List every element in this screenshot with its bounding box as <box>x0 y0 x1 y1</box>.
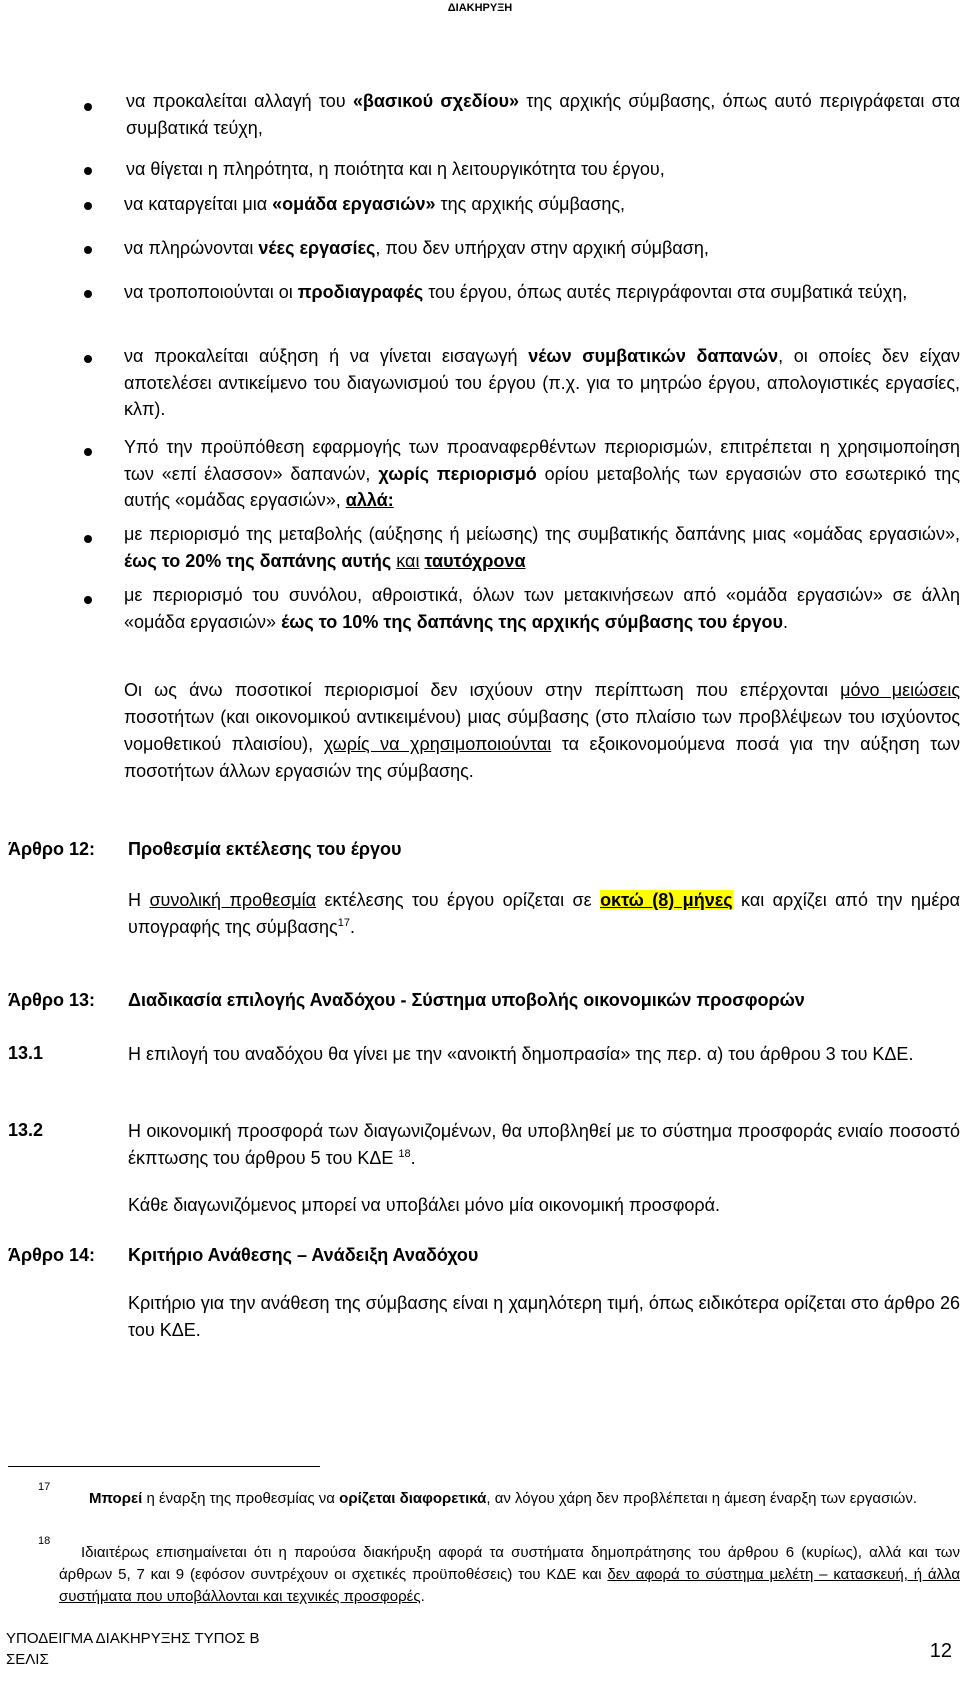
article-13-number: Άρθρο 13: <box>8 990 96 1010</box>
bullet-dot <box>84 355 92 363</box>
bullet-item: με περιορισμό της μεταβολής (αύξησης ή μείωσης) της συμβατικής δαπάνης μιας «ομάδας εργασιών», έως το 20% της δαπάνης αυτής και ταυτόχρονα <box>124 524 960 571</box>
limits-paragraph: Οι ως άνω ποσοτικοί περιορισμοί δεν ισχύουν στην περίπτωση που επέρχονται μόνο μειώσεις ποσοτήτων (και οικονομικού αντικειμένου) μιας σύμβασης (στο πλαίσιο των προβλέψεων του ισχύοντος νομοθετικού πλαισίου), χωρίς να χρησιμοποιούνται τα εξοικονομούμενα ποσά για την αύξηση των ποσοτήτων άλλων εργασιών της σύμβασης. <box>124 680 960 781</box>
bullet-dot <box>84 448 92 456</box>
bullet-dot <box>84 596 92 604</box>
article-12-text: Η συνολική προθεσμία εκτέλεσης του έργου ορίζεται σε οκτώ (8) μήνες και αρχίζει από την ημέρα υπογραφής της σύμβασης$^{17}$. <box>128 890 960 937</box>
footnote-18-number: 18 <box>38 1535 51 1547</box>
bullet-dot <box>84 167 92 175</box>
page-number: 12 <box>929 1640 952 1662</box>
bullet-item: να καταργείται μια «ομάδα εργασιών» της αρχικής σύμβασης, <box>124 194 626 214</box>
bullet-dot <box>84 290 92 298</box>
bullet-item: να τροποποιούνται οι προδιαγραφές του έργου, όπως αυτές περιγράφονται στα συμβατικά τεύχη, <box>124 282 908 302</box>
section-13-2-text: Η οικονομική προσφορά των διαγωνιζομένων, θα υποβληθεί με το σύστημα προσφοράς ενιαίο ποσοστό έκπτωσης του άρθρου 5 του ΚΔΕ $^{18}$. <box>128 1121 960 1168</box>
section-13-2-number: 13.2 <box>8 1120 44 1140</box>
bullet-item: να θίγεται η πληρότητα, η ποιότητα και η λειτουργικότητα του έργου, <box>126 159 665 179</box>
bullet-dot <box>84 246 92 254</box>
section-13-1-text: Η επιλογή του αναδόχου θα γίνει με την «ανοικτή δημοπρασία» της περ. α) του άρθρου 3 του ΚΔΕ. <box>128 1044 914 1064</box>
footer-title: ΥΠΟΔΕΙΓΜΑ ΔΙΑΚΗΡΥΞΗΣ ΤΥΠΟΣ Β ΣΕΛΙΣ <box>6 1630 260 1668</box>
footnote-17: Μπορεί η έναρξη της προθεσμίας να ορίζεται διαφορετικά, αν λόγου χάρη δεν προβλέπεται η άμεση έναρξη των εργασιών. <box>89 1490 918 1507</box>
bullet-dot <box>84 103 92 111</box>
footnote-18: Ιδιαιτέρως επισημαίνεται ότι η παρούσα διακήρυξη αφορά τα συστήματα δημοπράτησης του άρθρου 6 (κυρίως), αλλά και των άρθρων 5, 7 και 9 (εφόσον συντρέχουν οι σχετικές προϋποθέσεις) του ΚΔΕ και δεν αφορά το σύστημα μελέτη – κατασκευή, ή άλλα συστήματα που υποβάλλονται και τεχνικές προσφορές. <box>59 1544 960 1605</box>
article-12-title: Προθεσμία εκτέλεσης του έργου <box>128 839 402 859</box>
footnote-17-number: 17 <box>38 1481 51 1493</box>
bullet-dot <box>84 535 92 543</box>
section-13-2-note: Κάθε διαγωνιζόμενος μπορεί να υποβάλει μόνο μία οικονομική προσφορά. <box>128 1195 721 1215</box>
bullet-dot <box>84 202 92 210</box>
bullet-item: με περιορισμό του συνόλου, αθροιστικά, όλων των μετακινήσεων από «ομάδα εργασιών» σε άλλη «ομάδα εργασιών» έως το 10% της δαπάνης της αρχικής σύμβασης του έργου. <box>124 585 960 632</box>
article-13-title: Διαδικασία επιλογής Αναδόχου - Σύστημα υποβολής οικονομικών προσφορών <box>128 990 805 1010</box>
section-13-1-number: 13.1 <box>8 1043 44 1063</box>
bullet-item: να προκαλείται αύξηση ή να γίνεται εισαγωγή νέων συμβατικών δαπανών, οι οποίες δεν είχαν αποτελέσει αντικείμενο του διαγωνισμού του έργου (π.χ. για το μητρώο έργου, απολογιστικές εργασίες, κλπ). <box>124 346 960 419</box>
article-12-number: Άρθρο 12: <box>8 839 96 859</box>
bullet-item: να προκαλείται αλλαγή του «βασικού σχεδίου» της αρχικής σύμβασης, όπως αυτό περιγράφεται στα συμβατικά τεύχη, <box>126 91 960 138</box>
article-14-text: Κριτήριο για την ανάθεση της σύμβασης είναι η χαμηλότερη τιμή, όπως ειδικότερα ορίζεται στο άρθρο 26 του ΚΔΕ. <box>128 1293 960 1340</box>
page-header: ΔΙΑΚΗΡΥΞΗ <box>447 2 513 14</box>
bullet-item: να πληρώνονται νέες εργασίες, που δεν υπήρχαν στην αρχική σύμβαση, <box>124 238 709 258</box>
article-14-number: Άρθρο 14: <box>8 1245 96 1265</box>
bullet-item: Υπό την προϋπόθεση εφαρμογής των προαναφερθέντων περιορισμών, επιτρέπεται η χρησιμοποίηση των «επί έλασσον» δαπανών, χωρίς περιορισμό ορίου μεταβολής των εργασιών στο εσωτερικό της αυτής «ομάδας εργασιών», αλλά: <box>124 437 960 510</box>
footnote-separator <box>8 1466 320 1467</box>
article-14-title: Κριτήριο Ανάθεσης – Ανάδειξη Αναδόχου <box>128 1245 479 1265</box>
